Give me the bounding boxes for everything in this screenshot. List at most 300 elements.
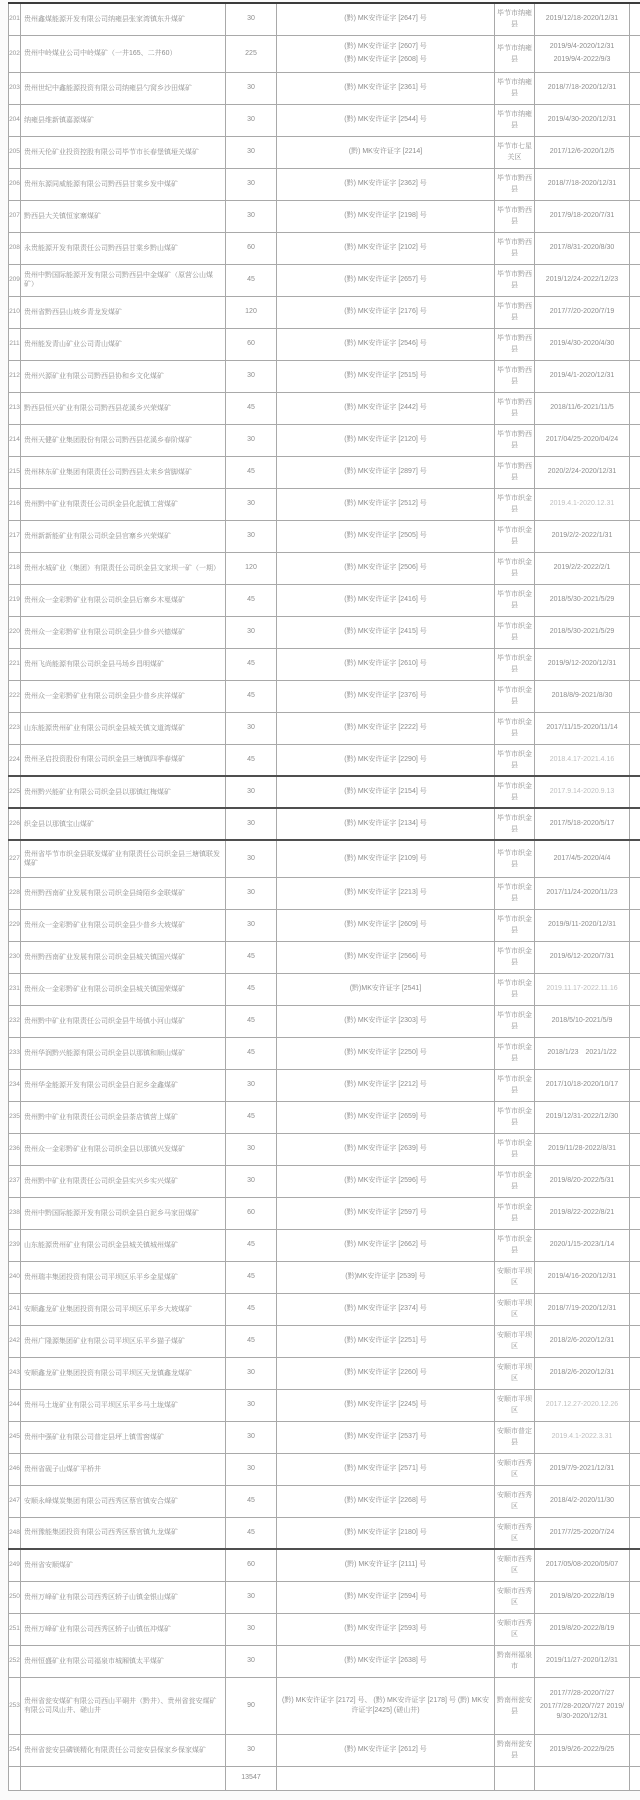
- table-row: [9, 1421, 640, 1453]
- mine-name-cell: 安顺鑫龙矿业集团投资有限公司平坝区乐平乡大坡煤矿: [21, 1293, 226, 1325]
- permit-number-line: (黔) MK安许证字 [2250] 号: [344, 1049, 427, 1056]
- capacity-cell: 225: [226, 35, 277, 72]
- validity-date-line: 2017/5/18-2020/5/17: [549, 820, 615, 827]
- table-row: [9, 1133, 640, 1165]
- permit-number-line: (黔) MK安许证字 [2374] 号: [344, 1305, 427, 1312]
- capacity-cell: 30: [226, 1581, 277, 1613]
- stub-cell: [630, 840, 640, 877]
- location-cell: 毕节市七星关区: [495, 136, 535, 168]
- validity-date-cell: [535, 584, 630, 616]
- stub-cell: [630, 296, 640, 328]
- permit-number-line: (黔) MK安许证字 [2610] 号: [344, 660, 427, 667]
- stub-cell: [630, 808, 640, 840]
- validity-date-cell: [535, 1357, 630, 1389]
- validity-date-cell: [535, 680, 630, 712]
- validity-date-cell: [535, 1389, 630, 1421]
- location-cell: 毕节市织金县: [495, 1101, 535, 1133]
- validity-date-line: 2019.4.1-2022.3.31: [551, 1433, 613, 1440]
- validity-date-cell: [535, 3, 630, 35]
- validity-date-cell: [535, 35, 630, 72]
- location-cell: 毕节市黔西县: [495, 360, 535, 392]
- validity-date-line: 2019/6/12-2020/7/31: [549, 953, 615, 960]
- validity-date-line: 2019/8/20-2022/5/31: [549, 1177, 615, 1184]
- permit-number-line: (黔) MK安许证字 [2362] 号: [344, 180, 427, 187]
- permit-number-line: (黔) MK安许证字 [2506] 号: [344, 564, 427, 571]
- permit-number-line: (黔) MK安许证字 [2251] 号: [344, 1337, 427, 1344]
- stub-cell: [630, 136, 640, 168]
- row-number-cell: 213: [9, 392, 21, 424]
- validity-date-line: 2017/10/18-2020/10/17: [545, 1081, 619, 1088]
- mine-name-cell: 贵州万峰矿业有限公司西秀区轿子山镇金银山煤矿: [21, 1581, 226, 1613]
- permit-number-line: (黔) MK安许证字 [2212] 号: [344, 1081, 427, 1088]
- mine-name-cell: 黔西县恒兴矿业有限公司黔西县花溪乡兴荣煤矿: [21, 392, 226, 424]
- mine-name-cell: 安顺鑫龙矿业集团投资有限公司平坝区天龙镇鑫龙煤矿: [21, 1357, 226, 1389]
- capacity-cell: 30: [226, 1069, 277, 1101]
- location-cell: 毕节市织金县: [495, 1229, 535, 1261]
- permit-number-cell: [277, 648, 495, 680]
- table-row: [9, 1069, 640, 1101]
- row-number-cell: 232: [9, 1005, 21, 1037]
- validity-date-cell: [535, 1485, 630, 1517]
- permit-number-line: (黔) MK安许证字 [2607] 号: [344, 43, 427, 50]
- validity-date-line: 2018/11/6-2021/11/5: [550, 404, 614, 411]
- validity-date-line: 2019/9/26-2022/9/25: [549, 1746, 615, 1753]
- row-number-cell: 245: [9, 1421, 21, 1453]
- capacity-cell: 45: [226, 264, 277, 296]
- permit-number-cell: [277, 1133, 495, 1165]
- table-row: [9, 1325, 640, 1357]
- permit-number-cell: [277, 1453, 495, 1485]
- permit-number-line: (黔) MK安许证字 [2505] 号: [344, 532, 427, 539]
- mine-name-cell: 山东能源贵州矿业有限公司织金县城关镇文道湾煤矿: [21, 712, 226, 744]
- location-cell: 毕节市织金县: [495, 1197, 535, 1229]
- capacity-cell: 45: [226, 1485, 277, 1517]
- stub-cell: [630, 1421, 640, 1453]
- row-number-cell: 207: [9, 200, 21, 232]
- mine-name-cell: 安顺永峰煤炭集团有限公司西秀区蔡官镇安合煤矿: [21, 1485, 226, 1517]
- mine-name-cell: 贵州省砚子山煤矿平桥井: [21, 1453, 226, 1485]
- validity-date-cell: [535, 552, 630, 584]
- validity-date-line: 2018/7/18-2020/12/31: [547, 84, 617, 91]
- mine-name-cell: 贵州中强矿业有限公司普定县坪上镇雪窖煤矿: [21, 1421, 226, 1453]
- permit-number-line: (黔) MK安许证字 [2515] 号: [344, 372, 427, 379]
- mine-name-cell: 贵州华润黔兴能源有限公司织金县以那镇和顺山煤矿: [21, 1037, 226, 1069]
- location-cell: 毕节市黔西县: [495, 232, 535, 264]
- mine-name-cell: 贵州众一金彩黔矿业有限公司织金县以那镇兴发煤矿: [21, 1133, 226, 1165]
- capacity-cell: 30: [226, 840, 277, 877]
- mine-name-cell: 贵州圣启投资股份有限公司织金县三塘镇四季春煤矿: [21, 744, 226, 776]
- permit-number-line: (黔) MK安许证字 [2222] 号: [344, 724, 427, 731]
- mine-name-cell: 贵州黔中矿业有限责任公司织金县茶店镇营上煤矿: [21, 1101, 226, 1133]
- capacity-cell: 45: [226, 680, 277, 712]
- stub-cell: [630, 1645, 640, 1677]
- validity-date-line: 2020/2/24-2020/12/31: [547, 468, 617, 475]
- mine-name-cell: 贵州万峰矿业有限公司西秀区轿子山镇伍冲煤矿: [21, 1613, 226, 1645]
- location-cell: 毕节市织金县: [495, 776, 535, 808]
- validity-date-cell: [535, 1645, 630, 1677]
- permit-number-cell: [277, 1517, 495, 1549]
- validity-date-cell: [535, 296, 630, 328]
- permit-number-cell: [277, 1613, 495, 1645]
- capacity-cell: 30: [226, 104, 277, 136]
- row-number-cell: 227: [9, 840, 21, 877]
- location-cell: 毕节市织金县: [495, 680, 535, 712]
- permit-number-cell: [277, 941, 495, 973]
- validity-date-cell: [535, 104, 630, 136]
- table-row: [9, 552, 640, 584]
- permit-number-cell: [277, 1197, 495, 1229]
- total-location-cell: [495, 1766, 535, 1790]
- location-cell: 安顺市平坝区: [495, 1389, 535, 1421]
- mine-name-cell: 贵州瑞丰集团投资有限公司平坝区乐平乡金星煤矿: [21, 1261, 226, 1293]
- location-cell: 安顺市西秀区: [495, 1581, 535, 1613]
- location-cell: 黔南州福泉市: [495, 1645, 535, 1677]
- row-number-cell: 241: [9, 1293, 21, 1325]
- mine-name-cell: 贵州水城矿业（集团）有限责任公司织金县文家坝一矿（一期）: [21, 552, 226, 584]
- capacity-cell: 45: [226, 1229, 277, 1261]
- table-row: [9, 1645, 640, 1677]
- table-row: [9, 136, 640, 168]
- permit-number-cell: [277, 909, 495, 941]
- capacity-cell: 45: [226, 973, 277, 1005]
- stub-cell: [630, 1037, 640, 1069]
- validity-date-cell: [535, 840, 630, 877]
- capacity-cell: 30: [226, 424, 277, 456]
- validity-date-cell: [535, 1293, 630, 1325]
- capacity-cell: 30: [226, 616, 277, 648]
- stub-cell: [630, 1005, 640, 1037]
- mine-name-cell: 贵州中岭煤业公司中岭煤矿（一井165、二井60）: [21, 35, 226, 72]
- permit-number-line: (黔) MK安许证字 [2376] 号: [344, 692, 427, 699]
- permit-number-cell: [277, 392, 495, 424]
- location-cell: 毕节市织金县: [495, 840, 535, 877]
- permit-number-line: (黔) MK安许证字 [2593] 号: [344, 1625, 427, 1632]
- capacity-cell: 30: [226, 808, 277, 840]
- validity-date-line: 2019/9/4-2022/9/3: [553, 56, 611, 63]
- stub-cell: [630, 1325, 640, 1357]
- validity-date-line: 2019/12/18-2020/12/31: [545, 15, 619, 23]
- permit-number-line: (黔) MK安许证字 [2134] 号: [344, 820, 427, 827]
- row-number-cell: 201: [9, 3, 21, 35]
- validity-date-line: 2017/11/15-2020/11/14: [546, 724, 618, 731]
- mine-name-cell: 贵州恒盛矿业有限公司福泉市城厢镇太平煤矿: [21, 1645, 226, 1677]
- mine-name-cell: 贵州省安顺煤矿: [21, 1549, 226, 1581]
- validity-date-line: 2018/8/9-2021/8/30: [551, 692, 613, 699]
- permit-number-line: (黔) MK安许证字 [2109] 号: [344, 854, 427, 862]
- permit-number-cell: [277, 1485, 495, 1517]
- stub-cell: [630, 909, 640, 941]
- permit-number-cell: [277, 776, 495, 808]
- validity-date-line: 2018.4.17-2021.4.16: [549, 755, 615, 763]
- location-cell: 安顺市普定县: [495, 1421, 535, 1453]
- validity-date-cell: [535, 1453, 630, 1485]
- location-cell: 毕节市黔西县: [495, 456, 535, 488]
- permit-number-cell: [277, 1645, 495, 1677]
- row-number-cell: 214: [9, 424, 21, 456]
- stub-cell: [630, 1069, 640, 1101]
- mine-name-cell: 贵州黔中矿业有限责任公司织金县实兴乡实兴煤矿: [21, 1165, 226, 1197]
- permit-number-line: (黔) MK安许证字 [2245] 号: [344, 1401, 427, 1408]
- table-row: [9, 456, 640, 488]
- table-row: [9, 424, 640, 456]
- validity-date-line: 2018/1/23 2021/1/22: [547, 1049, 617, 1056]
- table-row: [9, 877, 640, 909]
- row-number-cell: 220: [9, 616, 21, 648]
- location-cell: 毕节市织金县: [495, 552, 535, 584]
- row-number-cell: 252: [9, 1645, 21, 1677]
- mine-name-cell: 贵州黔中矿业有限责任公司织金县牛场镇小河山煤矿: [21, 1005, 226, 1037]
- stub-cell: [630, 360, 640, 392]
- stub-cell: [630, 1734, 640, 1766]
- validity-date-line: 2018/2/6-2020/12/31: [549, 1337, 615, 1344]
- location-cell: 毕节市织金县: [495, 1005, 535, 1037]
- permit-number-line: (黔) MK安许证字 [2608] 号: [344, 56, 427, 63]
- location-cell: 毕节市纳雍县: [495, 104, 535, 136]
- table-row: [9, 648, 640, 680]
- table-row: [9, 680, 640, 712]
- capacity-cell: 45: [226, 1261, 277, 1293]
- validity-date-cell: [535, 456, 630, 488]
- table-row: [9, 3, 640, 35]
- row-number-cell: 202: [9, 35, 21, 72]
- validity-date-cell: [535, 1421, 630, 1453]
- table-row: [9, 1357, 640, 1389]
- location-cell: 毕节市黔西县: [495, 264, 535, 296]
- permit-number-cell: [277, 328, 495, 360]
- validity-date-line: 2018/4/2-2020/11/30: [549, 1497, 615, 1504]
- location-cell: 毕节市纳雍县: [495, 35, 535, 72]
- row-number-cell: 206: [9, 168, 21, 200]
- permit-number-line: (黔) MK安许证字 [2657] 号: [344, 276, 427, 283]
- validity-date-line: 2019/2/2-2022/2/1: [553, 564, 611, 571]
- stub-cell: [630, 392, 640, 424]
- stub-cell: [630, 616, 640, 648]
- capacity-cell: 30: [226, 1389, 277, 1421]
- location-cell: 安顺市西秀区: [495, 1517, 535, 1549]
- table-row: [9, 1549, 640, 1581]
- table-row: [9, 520, 640, 552]
- table-row: [9, 488, 640, 520]
- stub-cell: [630, 264, 640, 296]
- table-row: [9, 1453, 640, 1485]
- location-cell: 毕节市织金县: [495, 584, 535, 616]
- permit-number-cell: [277, 104, 495, 136]
- table-row: [9, 296, 640, 328]
- validity-date-line: 2017/7/20-2020/7/19: [549, 308, 615, 315]
- stub-cell: [630, 552, 640, 584]
- stub-cell: [630, 776, 640, 808]
- row-number-cell: 249: [9, 1549, 21, 1581]
- capacity-cell: 30: [226, 168, 277, 200]
- permit-number-cell: [277, 232, 495, 264]
- permit-number-line: (黔) MK安许证字 [2512] 号: [344, 500, 427, 507]
- location-cell: 毕节市黔西县: [495, 168, 535, 200]
- stub-cell: [630, 3, 640, 35]
- stub-cell: [630, 1581, 640, 1613]
- permit-number-cell: [277, 1581, 495, 1613]
- permit-number-cell: [277, 1165, 495, 1197]
- validity-date-cell: [535, 1133, 630, 1165]
- capacity-cell: 30: [226, 520, 277, 552]
- validity-date-cell: [535, 72, 630, 104]
- validity-date-line: 2019/9/12-2020/12/31: [547, 660, 617, 667]
- location-cell: 毕节市织金县: [495, 973, 535, 1005]
- validity-date-line: 2018/2/6-2020/12/31: [549, 1369, 615, 1376]
- stub-cell: [630, 424, 640, 456]
- validity-date-cell: [535, 360, 630, 392]
- validity-date-cell: [535, 1261, 630, 1293]
- validity-date-cell: [535, 1734, 630, 1766]
- validity-date-cell: [535, 877, 630, 909]
- row-number-cell: 208: [9, 232, 21, 264]
- stub-cell: [630, 877, 640, 909]
- location-cell: 毕节市织金县: [495, 941, 535, 973]
- stub-cell: [630, 1677, 640, 1734]
- permit-number-line: (黔) MK安许证字 [2172] 号、 (黔) MK安许证字 [2178] 号 (黔) MK安许证字[2425] (磋山井): [282, 1696, 489, 1714]
- row-number-cell: 217: [9, 520, 21, 552]
- row-number-cell: 212: [9, 360, 21, 392]
- permit-number-line: (黔) MK安许证字 [2897] 号: [344, 468, 427, 475]
- location-cell: 毕节市织金县: [495, 488, 535, 520]
- capacity-cell: 30: [226, 200, 277, 232]
- capacity-cell: 30: [226, 1133, 277, 1165]
- permit-number-cell: [277, 35, 495, 72]
- location-cell: 安顺市平坝区: [495, 1293, 535, 1325]
- table-row: [9, 35, 640, 72]
- row-number-cell: 228: [9, 877, 21, 909]
- stub-cell: [630, 1261, 640, 1293]
- row-number-cell: 225: [9, 776, 21, 808]
- location-cell: 毕节市黔西县: [495, 328, 535, 360]
- location-cell: 毕节市织金县: [495, 1133, 535, 1165]
- row-number-cell: 210: [9, 296, 21, 328]
- validity-date-cell: [535, 1325, 630, 1357]
- table-row: [9, 1677, 640, 1734]
- location-cell: 毕节市纳雍县: [495, 72, 535, 104]
- permit-number-line: (黔) MK安许证字 [2638] 号: [344, 1657, 427, 1664]
- location-cell: 毕节市织金县: [495, 616, 535, 648]
- permit-number-line: (黔)MK安许证字 [2539] 号: [345, 1273, 426, 1280]
- validity-date-line: 2019/4/30-2020/12/31: [547, 116, 617, 123]
- capacity-cell: 30: [226, 1453, 277, 1485]
- capacity-cell: 45: [226, 1325, 277, 1357]
- permit-number-cell: [277, 744, 495, 776]
- row-number-cell: 242: [9, 1325, 21, 1357]
- permit-number-line: (黔) MK安许证字 [2198] 号: [344, 212, 427, 219]
- location-cell: 毕节市黔西县: [495, 200, 535, 232]
- validity-date-line: 2017/05/08-2020/05/07: [545, 1561, 619, 1569]
- location-cell: 黔南州瓮安县: [495, 1677, 535, 1734]
- validity-date-cell: [535, 941, 630, 973]
- location-cell: 毕节市织金县: [495, 744, 535, 776]
- capacity-cell: 30: [226, 488, 277, 520]
- permit-number-line: (黔)MK安许证字 [2541]: [349, 985, 422, 992]
- validity-date-cell: [535, 136, 630, 168]
- permit-number-line: (黔) MK安许证字 [2609] 号: [344, 921, 427, 928]
- mine-name-cell: 贵州新新能矿业有限公司织金县官寨乡兴荣煤矿: [21, 520, 226, 552]
- validity-date-cell: [535, 520, 630, 552]
- table-row: [9, 1165, 640, 1197]
- permit-number-cell: [277, 360, 495, 392]
- permit-number-cell: [277, 3, 495, 35]
- location-cell: 毕节市黔西县: [495, 296, 535, 328]
- validity-date-line: 2017.12.27-2020.12.26: [545, 1401, 619, 1408]
- permit-number-line: (黔) MK安许证字 [2154] 号: [344, 788, 427, 795]
- row-number-cell: 248: [9, 1517, 21, 1549]
- table-row: [9, 1293, 640, 1325]
- mine-name-cell: 贵州众一金彩黔矿业有限公司织金县后寨乡木戛煤矿: [21, 584, 226, 616]
- capacity-cell: 90: [226, 1677, 277, 1734]
- row-number-cell: 244: [9, 1389, 21, 1421]
- permit-number-line: (黔) MK安许证字 [2639] 号: [344, 1145, 427, 1152]
- validity-date-cell: [535, 328, 630, 360]
- permit-number-cell: [277, 1357, 495, 1389]
- validity-date-line: 2019/4/16-2020/12/31: [547, 1273, 617, 1280]
- permit-number-line: (黔) MK安许证字 [2546] 号: [344, 340, 427, 347]
- validity-date-line: 2017/04/25-2020/04/24: [545, 436, 619, 443]
- table-row: [9, 1101, 640, 1133]
- permit-number-cell: [277, 1261, 495, 1293]
- table-row: [9, 712, 640, 744]
- capacity-cell: 30: [226, 1613, 277, 1645]
- permit-number-line: (黔) MK安许证字 [2214]: [348, 148, 423, 155]
- table-row: [9, 264, 640, 296]
- stub-cell: [630, 232, 640, 264]
- mine-name-cell: 贵州黔兴能矿业有限公司织金县以那镇红梅煤矿: [21, 776, 226, 808]
- validity-date-line: 2019/8/22-2022/8/21: [549, 1209, 615, 1216]
- mine-name-cell: 贵州广隆源集团矿业有限公司平坝区乐平乡猫子煤矿: [21, 1325, 226, 1357]
- table-row: [9, 584, 640, 616]
- table-row: [9, 1197, 640, 1229]
- capacity-cell: 45: [226, 456, 277, 488]
- validity-date-cell: [535, 424, 630, 456]
- validity-date-cell: [535, 168, 630, 200]
- validity-date-line: 2017/7/28-2020/7/27 2019/9/30-2020/12/31: [539, 1703, 625, 1720]
- row-number-cell: 215: [9, 456, 21, 488]
- total-row: [9, 1766, 640, 1790]
- location-cell: 安顺市平坝区: [495, 1325, 535, 1357]
- stub-cell: [630, 1549, 640, 1581]
- row-number-cell: 240: [9, 1261, 21, 1293]
- capacity-cell: 45: [226, 392, 277, 424]
- mine-name-cell: 贵州飞尚能源有限公司织金县马场乡昌明煤矿: [21, 648, 226, 680]
- location-cell: 安顺市平坝区: [495, 1357, 535, 1389]
- stub-cell: [630, 520, 640, 552]
- capacity-cell: 45: [226, 941, 277, 973]
- row-number-cell: 253: [9, 1677, 21, 1734]
- row-number-cell: 203: [9, 72, 21, 104]
- row-number-cell: 226: [9, 808, 21, 840]
- mine-name-cell: 贵州黔西南矿业发展有限公司织金县城关镇国兴煤矿: [21, 941, 226, 973]
- capacity-cell: 30: [226, 136, 277, 168]
- capacity-cell: 30: [226, 1165, 277, 1197]
- stub-cell: [630, 1165, 640, 1197]
- table-row: [9, 973, 640, 1005]
- mine-name-cell: 永贵能源开发有限责任公司黔西县甘棠乡黔山煤矿: [21, 232, 226, 264]
- validity-date-cell: [535, 232, 630, 264]
- validity-date-line: 2019/12/24-2022/12/23: [545, 276, 619, 283]
- validity-date-line: 2017/12/6-2020/12/5: [549, 148, 615, 155]
- table-row: [9, 1005, 640, 1037]
- permit-number-line: (黔) MK安许证字 [2303] 号: [344, 1017, 427, 1024]
- validity-date-line: 2017/9/18-2020/7/31: [549, 212, 615, 219]
- mine-name-cell: 贵州省瓮安县磷镁精化有限责任公司瓮安县保家乡保家煤矿: [21, 1734, 226, 1766]
- mine-name-cell: 贵州众一金彩黔矿业有限公司织金县城关镇国荣煤矿: [21, 973, 226, 1005]
- permit-number-line: (黔) MK安许证字 [2361] 号: [344, 84, 427, 91]
- stub-cell: [630, 1197, 640, 1229]
- stub-cell: [630, 1613, 640, 1645]
- validity-date-cell: [535, 1101, 630, 1133]
